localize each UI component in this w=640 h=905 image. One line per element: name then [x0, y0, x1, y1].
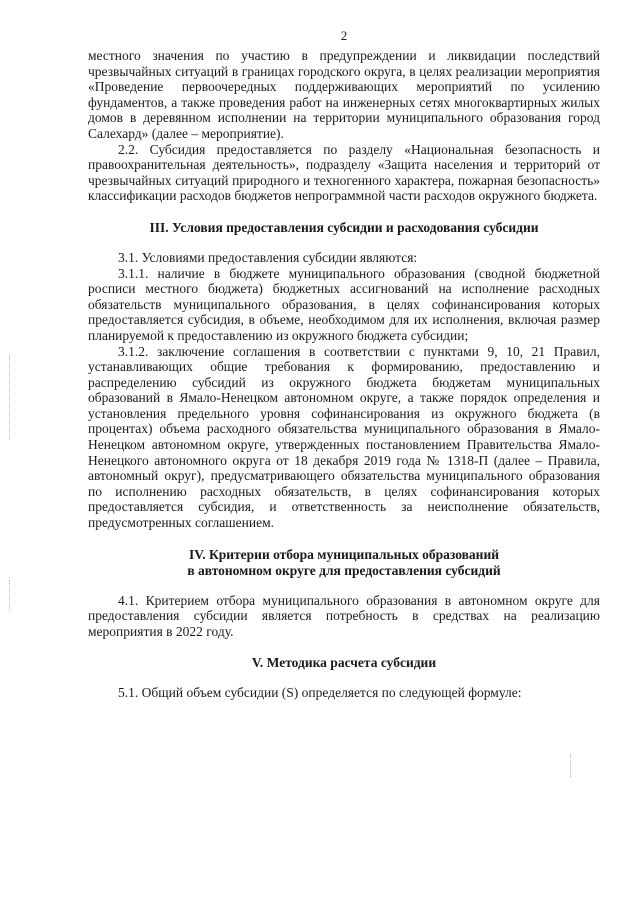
section-4-heading — [88, 547, 600, 579]
document-page — [88, 28, 600, 701]
paragraph-5-1: 5.1. Общий объем субсидии (S) определяется по следующей формуле: — [118, 685, 522, 701]
section-5-heading: V. Методика расчета субсидии — [251, 655, 437, 671]
paragraph-2-2: 2.2. Субсидия предоставляется по разделу «Национальная безопасность и правоохранительная деятельность», подразделу «Защита населения и территорий от чрезвычайных ситуаций природного и техногенного характера, пожарная безопасность» классификации расходов бюджетов непрограммной части расходов окружного бюджета. — [88, 141, 600, 204]
section-3-heading: III. Условия предоставления субсидии и расходования субсидии — [149, 219, 539, 235]
paragraph-3-1: 3.1. Условиями предоставления субсидии являются: — [118, 249, 418, 265]
intro-paragraph: местного значения по участию в предупреждении и ликвидации последствий чрезвычайных ситуаций в границах городского округа, в целях реализации мероприятия «Проведение первоочередных поддерживающих мероприятий по усилению фундаментов, а также проведения работ на инженерных сетях многоквартирных жилых домов в деревянном исполнении на территории муниципального образования город Салехард» (далее – мероприятие). — [88, 48, 600, 141]
margin-mark-right — [570, 755, 572, 777]
page-number: 2 — [340, 28, 348, 43]
section-4-heading-line-2: в автономном округе для предоставления субсидий — [187, 562, 501, 578]
paragraph-3-1-1: 3.1.1. наличие в бюджете муниципального образования (сводной бюджетной росписи местного бюджета) бюджетных ассигнований на исполнение расходных обязательств муниципального образования, в целях софинансирования которых предоставляется субсидия, в объеме, необходимом для их исполнения, включая размер планируемой к предоставлению из окружного бюджета субсидии; — [88, 265, 600, 343]
paragraph-3-1-2: 3.1.2. заключение соглашения в соответствии с пунктами 9, 10, 21 Правил, устанавливающих общие требования к формированию, предоставлению и распределению субсидий из окружного бюджета бюджетам муниципальных образований в Ямало-Ненецком автономном округе, а также порядок определения и установления предельного уровня софинансирования из окружного бюджета (в процентах) объема расходного обязательства муниципального образования в Ямало-Ненецком автономном округе, утвержденных постановлением Правительства Ямало-Ненецкого автономного округа от 18 декабря 2019 года № 1318-П (далее – Правила, автономный округ), предусматривающего обязательства муниципального образования по исполнению расходных обязательств, в целях софинансирования которых предоставляется субсидия, и ответственность за неисполнение обязательств, предусмотренных соглашением. — [88, 343, 600, 531]
margin-mark-left — [9, 355, 11, 440]
paragraph-4-1: 4.1. Критерием отбора муниципального образования в автономном округе для предоставления субсидии является потребность в средствах на реализацию мероприятия в 2022 году. — [88, 592, 600, 639]
margin-mark-left-lower — [9, 580, 11, 610]
section-4-heading-line-1: IV. Критерии отбора муниципальных образований — [188, 546, 500, 562]
